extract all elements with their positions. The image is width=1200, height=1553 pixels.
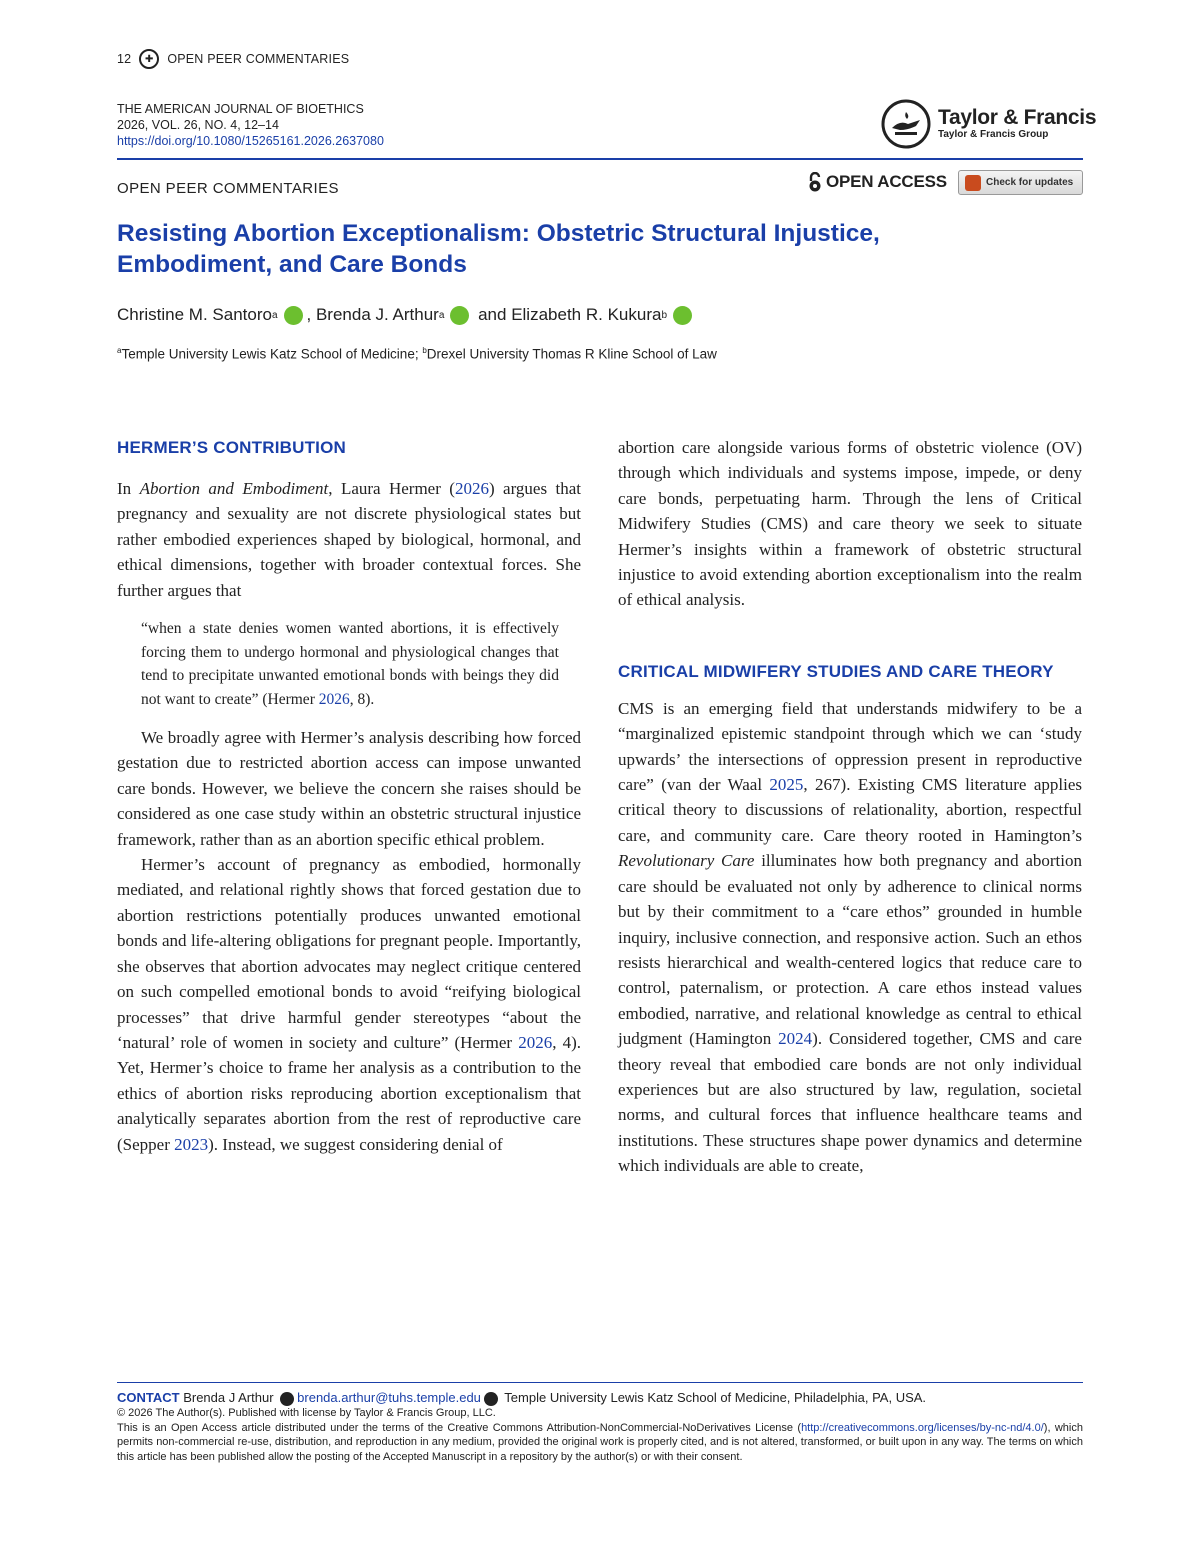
author-name: Elizabeth R. Kukura (511, 305, 662, 324)
contact-label: CONTACT (117, 1390, 180, 1405)
crossmark-icon (965, 175, 981, 191)
affiliation: Drexel University Thomas R Kline School of Law (426, 346, 717, 362)
license-text: This is an Open Access article distributed under the terms of the Creative Commons Attribution-NonCommercial-NoDerivatives License (http://creativecommons.org/licenses/by-nc-nd/4.0/), which permits non-commercial re-use, distribution, and reproduction in any medium, provided the original work is properly cited, and is not altered, transformed, or built upon in any way. The terms on which this article has been published allow the posting of the Accepted Manuscript in a repository by the author(s) or with their consent. (117, 1421, 1083, 1463)
page-number: 12 (117, 52, 132, 66)
orcid-icon[interactable] (450, 306, 469, 325)
orcid-icon[interactable] (673, 306, 692, 325)
header-divider (117, 158, 1083, 160)
paragraph: Hermer’s account of pregnancy as embodied, hormonally mediated, and relational rightly shows that forced gestation due to abortion restrictions potentially produces unwanted emotional bonds and life-altering obligations for pregnant people. Importantly, she observes that abortion advocates may neglect critique centered on such compelled emotional bonds to avoid “reifying biological processes” that drive harmful gender stereotypes “about the ‘natural’ role of women in society and culture” (Hermer 2026, 4). Yet, Hermer’s choice to frame her analysis as a contribution to the ethics of abortion risks reproducing abortion exceptionalism that analytically separates abortion from the rest of reproductive care (Sepper 2023). Instead, we suggest considering denial of (117, 855, 581, 1154)
check-for-updates-button[interactable] (958, 170, 1083, 195)
journal-volume: 2026, VOL. 26, NO. 4, 12–14 (117, 118, 279, 132)
paragraph: CMS is an emerging field that understands midwifery to be a “marginalized epistemic standpoint through which we can ‘study upwards’ the intersections of oppression present in reproductive care” (van der Waal 2025, 267). Existing CMS literature applies critical theory to discussions of relationality, abortion, respectful care, and community care. Care theory rooted in Hamington’s Revolutionary Care illuminates how both pregnancy and abortion care should be evaluated not only by adherence to clinical norms but by their commitment to a “care ethos” grounded in humble inquiry, inclusive connection, and responsive action. Such an ethos resists hierarchical and wealth-centered logics that reduce care to control, paternalism, or protection. A care ethos instead values embodied, narrative, and relational knowledge as central to ethical judgment (Hamington 2024). Considered together, CMS and care theory reveal that embodied care bonds are not only individual experiences but are also structured by law, regulation, societal norms, and cultural forces that influence healthcare teams and institutions. These structures shape power dynamics and determine which individuals are able to create, (618, 698, 1082, 1176)
section-heading: CRITICAL MIDWIFERY STUDIES AND CARE THEORY (618, 661, 1054, 681)
citation-link[interactable]: 2025 (769, 775, 804, 795)
running-header (117, 49, 349, 69)
open-access-label: OPEN ACCESS (826, 172, 947, 191)
footer-divider (117, 1382, 1083, 1383)
journal-info (117, 101, 384, 149)
footer (117, 1390, 1083, 1464)
open-access-badge (808, 172, 947, 192)
publisher-group: Taylor & Francis Group (938, 129, 1049, 140)
affiliation: Temple University Lewis Katz School of Medicine; (121, 346, 423, 362)
email-icon (280, 1392, 294, 1406)
citation-link[interactable]: 2026 (318, 690, 350, 708)
article-title: Resisting Abortion Exceptionalism: Obstetric Structural Injustice, Embodiment, and Care Bonds (117, 220, 880, 278)
open-lock-icon (808, 172, 822, 192)
email-link[interactable]: brenda.arthur@tuhs.temple.edu (297, 1390, 481, 1405)
license-link[interactable]: http://creativecommons.org/licenses/by-nc-nd/4.0/ (801, 1421, 1044, 1434)
paragraph: In Abortion and Embodiment, Laura Hermer (2026) argues that pregnancy and sexuality are not discrete physiological states but rather embodied experiences shaped by biological, hormonal, and ethical dimensions, together with broader contextual forces. She further argues that (117, 479, 581, 600)
location-icon (484, 1392, 498, 1406)
orcid-icon[interactable] (284, 306, 303, 325)
author-list: Christine M. Santoro a , Brenda J. Arthur a and Elizabeth R. Kukura b (117, 305, 696, 325)
publisher-name: Taylor & Francis (938, 106, 1097, 129)
body-column-left (117, 435, 581, 1157)
doi-link[interactable]: https://doi.org/10.1080/15265161.2026.2637080 (117, 134, 384, 148)
publisher-logo (880, 98, 1096, 150)
citation-link[interactable]: 2026 (518, 1032, 553, 1052)
author-name: Christine M. Santoro (117, 305, 272, 324)
affiliations: $^a$Temple University Lewis Katz School of Medicine; $^b$Drexel University Thomas R Kline School of Law (117, 346, 717, 362)
contact-line: CONTACT Brenda J Arthur brenda.arthur@tuhs.temple.edu Temple University Lewis Katz School of Medicine, Philadelphia, PA, USA. (117, 1390, 927, 1405)
author-name: Brenda J. Arthur (315, 305, 439, 324)
check-updates-label: Check for updates (986, 177, 1074, 188)
section-label: OPEN PEER COMMENTARIES (117, 180, 339, 197)
copyright: © 2026 The Author(s). Published with license by Taylor & Francis Group, LLC. (117, 1407, 496, 1419)
paragraph: abortion care alongside various forms of obstetric violence (OV) through which individuals and systems impose, impede, or deny care bonds, perpetuating harm. Through the lens of Critical Midwifery Studies (CMS) and care theory we seek to situate Hermer’s insights within a framework of obstetric structural injustice to avoid extending abortion exceptionalism into the realm of ethical analysis. (618, 438, 1082, 610)
block-quote: “when a state denies women wanted abortions, it is effectively forcing them to undergo hormonal and physiological changes that tend to precipitate unwanted emotional bonds with beings they did not want to create” (Hermer 2026, 8). (141, 620, 559, 708)
tf-lamp-icon (880, 98, 932, 150)
citation-link[interactable]: 2026 (454, 479, 489, 498)
body-column-right (618, 435, 1082, 1179)
citation-link[interactable]: 2024 (778, 1029, 813, 1049)
citation-link[interactable]: 2023 (174, 1134, 209, 1154)
paragraph: We broadly agree with Hermer’s analysis describing how forced gestation due to restricted abortion access can impose unwanted care bonds. However, we believe the concern she raises should be considered as one case study within an obstetric structural injustice framework, rather than as an abortion specific ethical problem. (117, 728, 581, 849)
journal-name: THE AMERICAN JOURNAL OF BIOETHICS (117, 102, 364, 116)
tf-logo-icon: ✚ (139, 49, 159, 69)
running-section: OPEN PEER COMMENTARIES (167, 52, 350, 66)
section-heading: HERMER’S CONTRIBUTION (117, 438, 346, 457)
